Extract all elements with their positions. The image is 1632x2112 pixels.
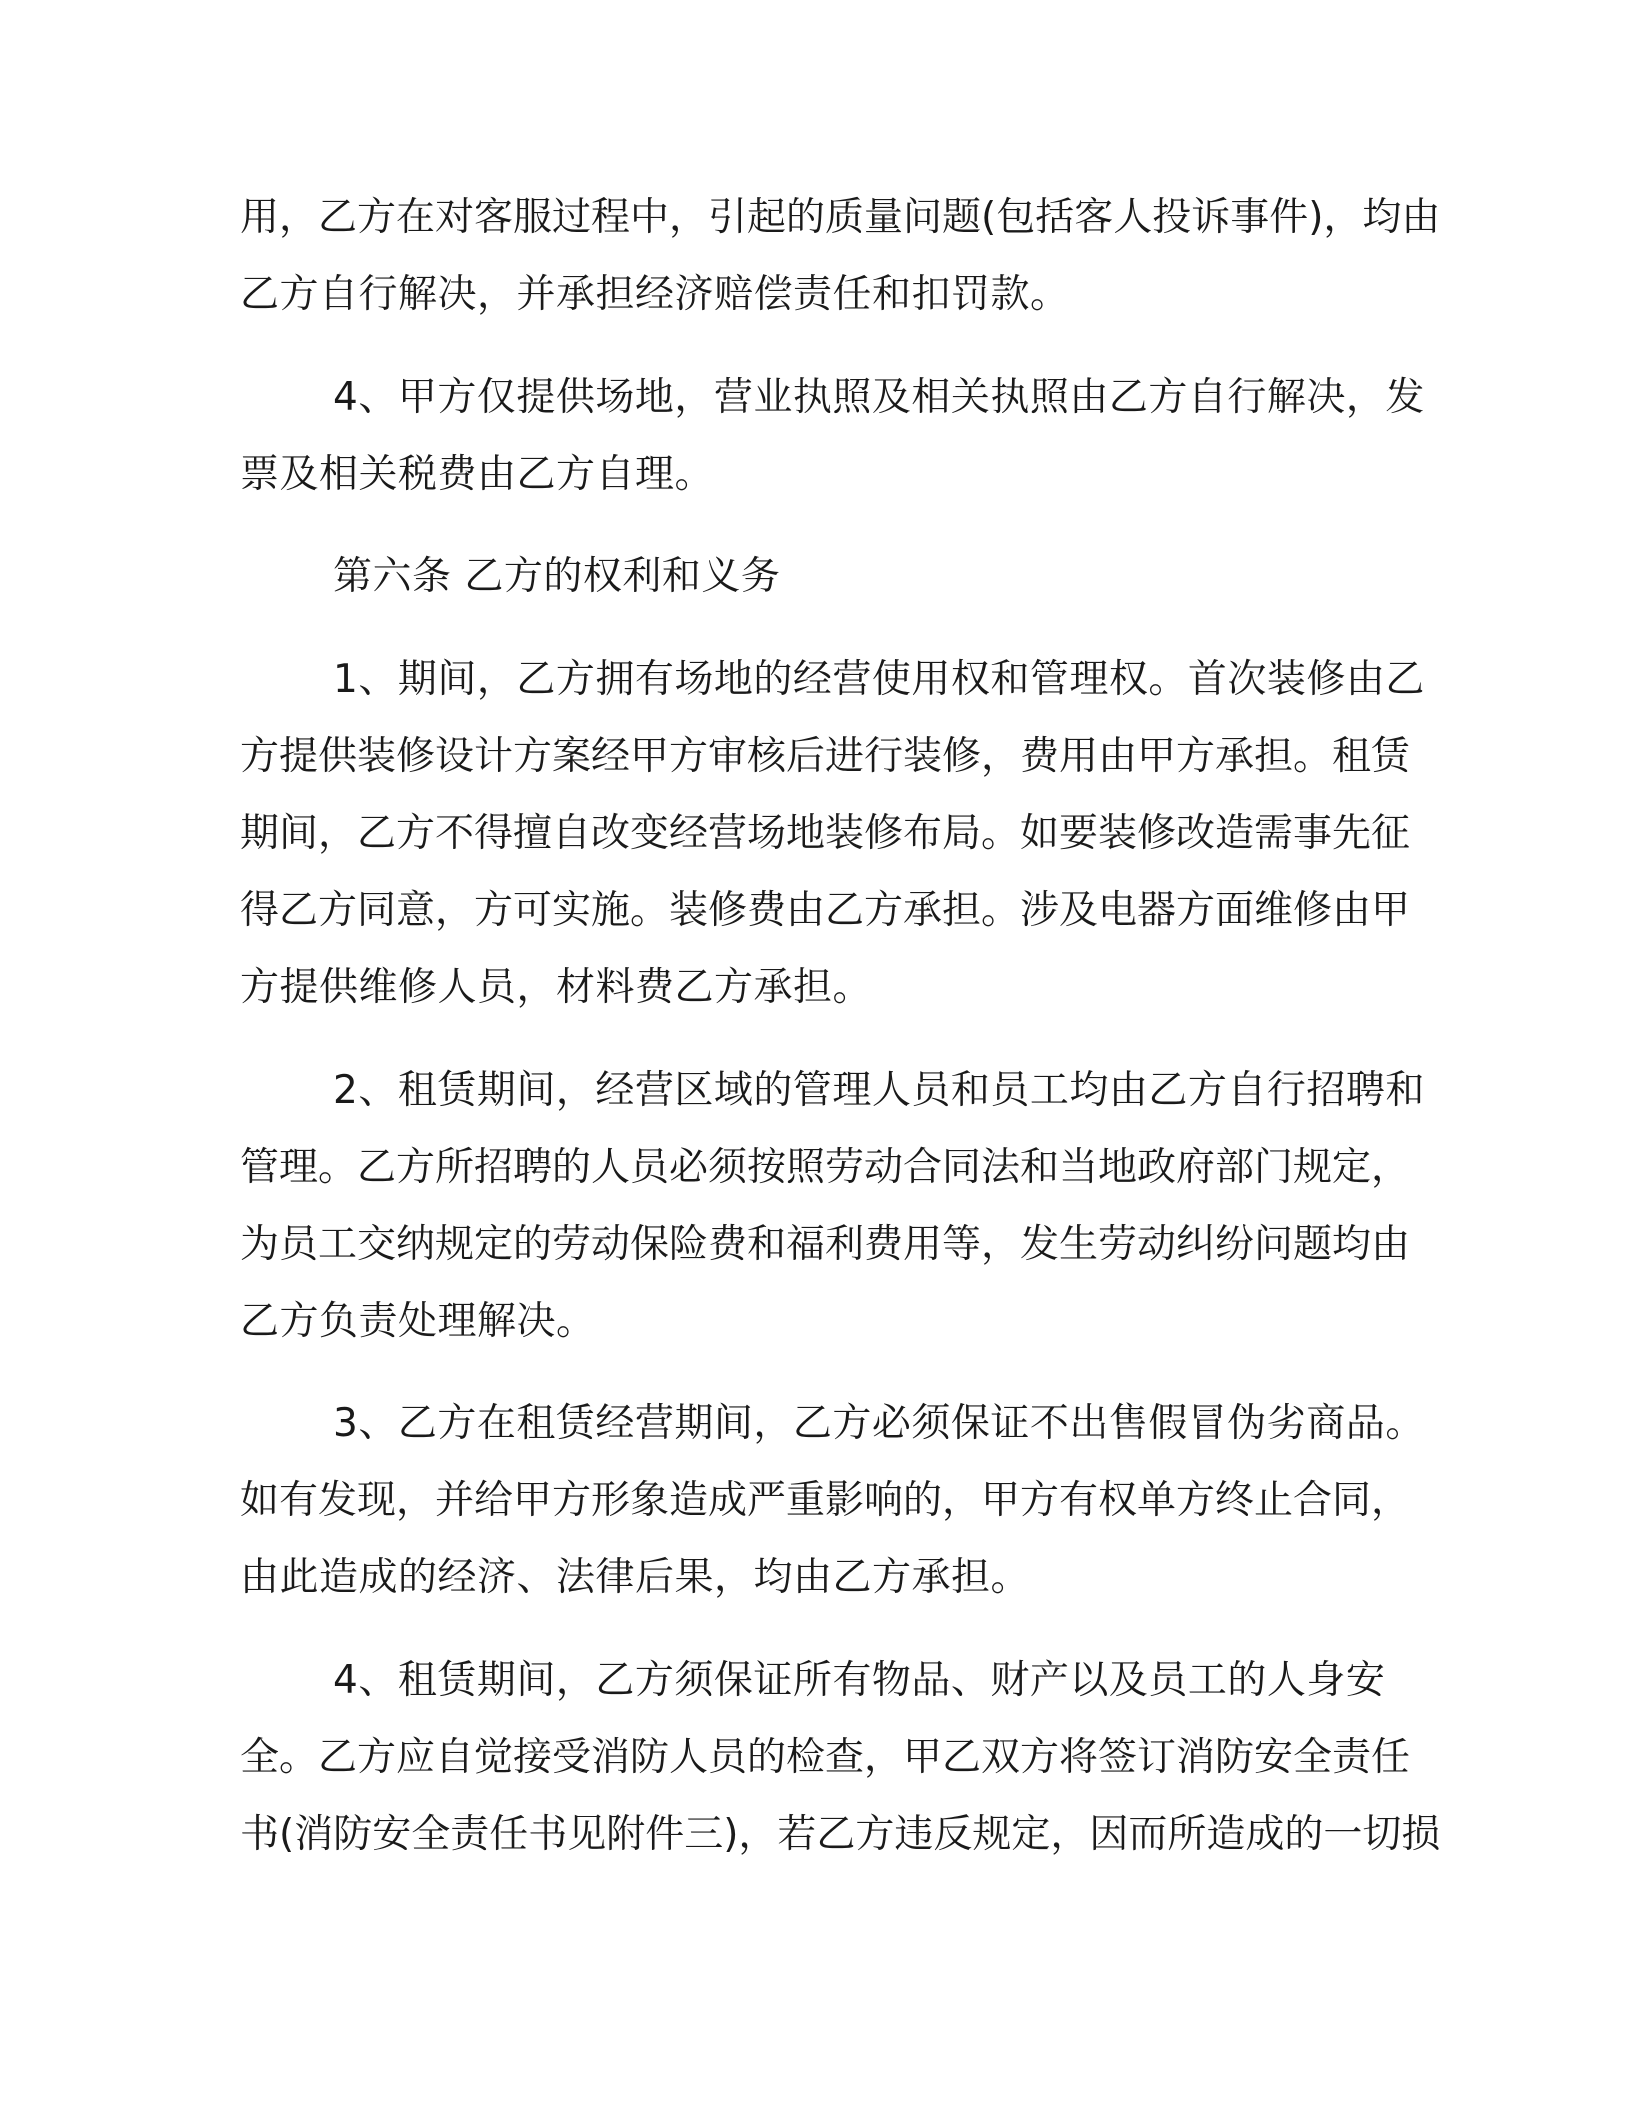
text-line: 4、租赁期间，乙方须保证所有物品、财产以及员工的人身安 (333, 1658, 1386, 1703)
text-line: 书(消防安全责任书见附件三)，若乙方违反规定，因而所造成的一切损 (240, 1812, 1441, 1857)
text-line: 管理。乙方所招聘的人员必须按照劳动合同法和当地政府部门规定， (240, 1145, 1411, 1190)
text-line: 为员工交纳规定的劳动保险费和福利费用等，发生劳动纠纷问题均由 (240, 1222, 1411, 1267)
text-line: 票及相关税费由乙方自理。 (240, 452, 715, 497)
text-line: 全。乙方应自觉接受消防人员的检查，甲乙双方将签订消防安全责任 (240, 1735, 1411, 1780)
text-line: 乙方负责处理解决。 (240, 1299, 596, 1344)
text-line: 4、甲方仅提供场地，营业执照及相关执照由乙方自行解决，发 (333, 375, 1425, 420)
text-line: 由此造成的经济、法律后果，均由乙方承担。 (240, 1555, 1031, 1600)
text-line: 得乙方同意，方可实施。装修费由乙方承担。涉及电器方面维修由甲 (240, 888, 1411, 933)
text-line: 方提供装修设计方案经甲方审核后进行装修，费用由甲方承担。租赁 (240, 734, 1411, 779)
text-line: 1、期间，乙方拥有场地的经营使用权和管理权。首次装修由乙 (333, 657, 1425, 702)
text-line: 乙方自行解决，并承担经济赔偿责任和扣罚款。 (240, 272, 1070, 317)
text-line: 期间，乙方不得擅自改变经营场地装修布局。如要装修改造需事先征 (240, 811, 1411, 856)
text-line: 3、乙方在租赁经营期间，乙方必须保证不出售假冒伪劣商品。 (333, 1401, 1425, 1446)
text-line: 如有发现，并给甲方形象造成严重影响的，甲方有权单方终止合同， (240, 1478, 1411, 1523)
text-line: 用，乙方在对客服过程中，引起的质量问题(包括客人投诉事件)，均由 (240, 195, 1441, 240)
text-line: 方提供维修人员，材料费乙方承担。 (240, 965, 873, 1010)
section-heading: 第六条 乙方的权利和义务 (333, 554, 781, 599)
text-line: 2、租赁期间，经营区域的管理人员和员工均由乙方自行招聘和 (333, 1068, 1425, 1113)
